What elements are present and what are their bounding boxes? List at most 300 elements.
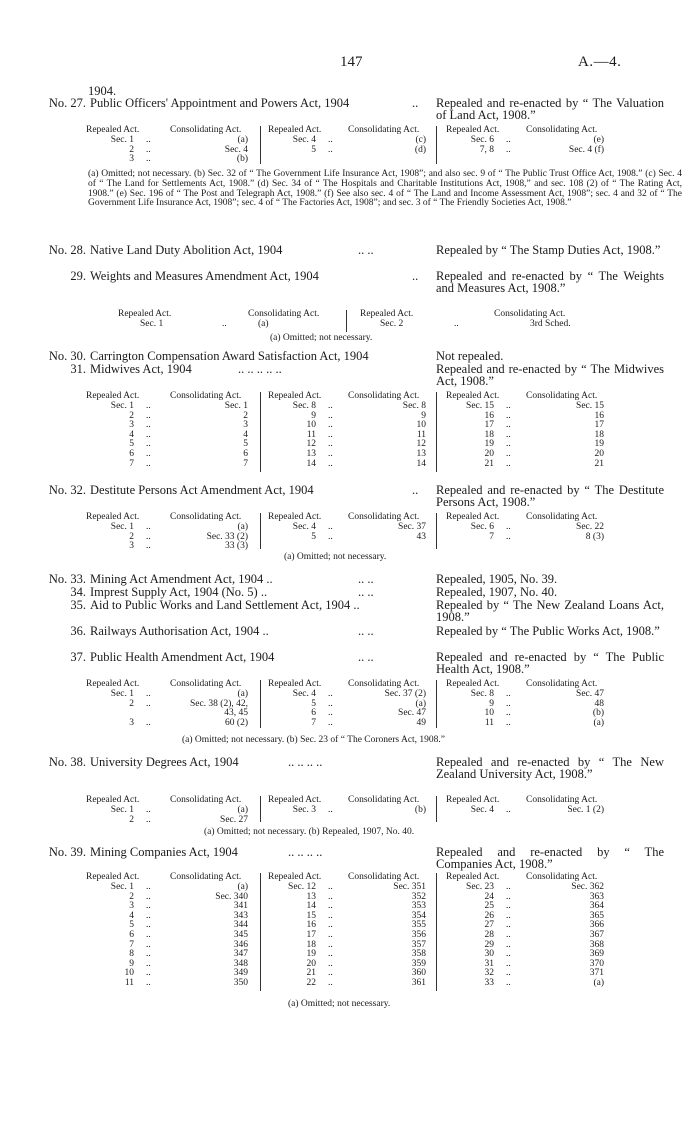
leader-dots: ..: [328, 429, 333, 440]
col-header-repealed: Repealed Act.: [268, 125, 322, 135]
act-title: Midwives Act, 1904: [90, 362, 192, 376]
repealed-section: 31: [484, 958, 494, 969]
leader-dots: ..: [506, 522, 511, 532]
consolidating-section: Sec. 1: [224, 401, 248, 411]
leader-dots: ..: [328, 978, 333, 988]
consolidating-section: 363: [589, 891, 604, 902]
leader-dots: ..: [146, 522, 151, 532]
repealed-section: Sec. 6: [470, 135, 494, 145]
repealed-section: 14: [306, 458, 316, 469]
repealed-section: 6: [311, 708, 316, 719]
col-header-consolidating: Consolidating Act.: [170, 795, 242, 805]
col-header-repealed: Repealed Act.: [446, 125, 500, 135]
leader-dots: .. ..: [358, 650, 374, 664]
repealed-section: 11: [484, 717, 494, 728]
consolidating-section: Sec. 4 (f): [568, 144, 604, 155]
consolidating-section: (b): [236, 154, 248, 165]
col-header-consolidating: Consolidating Act.: [494, 309, 566, 319]
col-header-repealed: Repealed Act.: [86, 872, 140, 882]
leader-dots: ..: [146, 717, 151, 728]
leader-dots: ..: [506, 968, 511, 979]
consolidating-section: 20: [594, 449, 604, 459]
leader-dots: ..: [146, 939, 151, 950]
repealed-section: 6: [129, 449, 134, 459]
act-number: 37.: [70, 650, 86, 664]
consolidating-section: 346: [233, 939, 248, 950]
col-header-consolidating: Consolidating Act.: [248, 309, 320, 319]
act-status: Repealed, 1907, No. 40.: [436, 585, 558, 599]
col-header-consolidating: Consolidating Act.: [348, 679, 420, 689]
leader-dots: ..: [146, 805, 151, 815]
consolidating-section: 60 (2): [225, 717, 248, 728]
consolidating-section: (d): [414, 144, 426, 155]
consolidating-section: (a): [593, 717, 604, 728]
leader-dots: ..: [328, 144, 333, 155]
col-header-consolidating: Consolidating Act.: [526, 872, 598, 882]
leader-dots: ..: [328, 449, 333, 459]
act-title: Imprest Supply Act, 1904 (No. 5) ..: [90, 585, 268, 599]
act-number: No. 39.: [48, 845, 86, 859]
consolidating-section: (a): [593, 978, 604, 988]
leader-dots: ..: [222, 319, 227, 329]
repealed-section: Sec. 4: [292, 522, 316, 532]
column-divider: [436, 873, 437, 991]
repealed-section: Sec. 1: [110, 135, 134, 145]
column-divider: [260, 680, 261, 728]
repealed-section: 4: [129, 910, 134, 921]
consolidating-section: 347: [233, 949, 248, 960]
column-divider: [346, 310, 347, 332]
leader-dots: ..: [412, 96, 419, 110]
consolidating-section: (b): [592, 708, 604, 719]
leader-dots: .. ..: [358, 624, 374, 638]
consolidating-section: 361: [411, 978, 426, 988]
col-header-repealed: Repealed Act.: [86, 795, 140, 805]
repealed-section: 19: [484, 439, 494, 450]
repealed-section: Sec. 23: [466, 882, 494, 892]
act-status: Repealed and re-enacted by “ The Midwives Act, 1908.”: [436, 362, 664, 388]
leader-dots: ..: [146, 978, 151, 988]
repealed-section: 3: [129, 901, 134, 912]
leader-dots: ..: [328, 420, 333, 431]
repealed-section: 10: [484, 708, 494, 719]
col-header-repealed: Repealed Act.: [446, 679, 500, 689]
repealed-section: 7, 8: [479, 144, 494, 155]
act-status: Repealed and re-enacted by “ The Public Health Act, 1908.”: [436, 650, 664, 676]
repealed-section: 17: [306, 930, 316, 940]
consolidating-section: 353: [411, 901, 426, 912]
consolidating-section: Sec. 37 (2): [384, 689, 426, 699]
consolidating-section: 357: [411, 939, 426, 950]
leader-dots: .. .. .. .. ..: [238, 362, 282, 376]
leader-dots: ..: [506, 901, 511, 912]
act-title: University Degrees Act, 1904: [90, 755, 239, 769]
section-table-31: [86, 392, 682, 476]
act-status: Repealed and re-enacted by “ The Companies Act, 1908.”: [436, 845, 664, 871]
consolidating-section: 48: [594, 698, 604, 709]
act-title: Railways Authorisation Act, 1904 ..: [90, 624, 269, 638]
leader-dots: ..: [328, 522, 333, 532]
footnote-38: (a) Omitted; not necessary. (b) Repealed, 1907, No. 40.: [204, 827, 415, 837]
leader-dots: ..: [146, 144, 151, 155]
repealed-section: 33: [484, 978, 494, 988]
repealed-section: 15: [306, 910, 316, 921]
leader-dots: ..: [328, 410, 333, 421]
leader-dots: ..: [328, 930, 333, 940]
leader-dots: ..: [146, 910, 151, 921]
column-divider: [260, 392, 261, 472]
act-status: Repealed, 1905, No. 39.: [436, 572, 558, 586]
col-header-consolidating: Consolidating Act.: [170, 391, 242, 401]
leader-dots: ..: [506, 689, 511, 699]
repealed-section: 5: [311, 144, 316, 155]
consolidating-section: 12: [416, 439, 426, 450]
leader-dots: ..: [328, 689, 333, 699]
leader-dots: ..: [328, 958, 333, 969]
column-divider: [436, 796, 437, 822]
repealed-section: Sec. 1: [110, 882, 134, 892]
repealed-section: 2: [129, 410, 134, 421]
repealed-section: 32: [484, 968, 494, 979]
act-number: 34.: [70, 585, 86, 599]
col-header-consolidating: Consolidating Act.: [170, 679, 242, 689]
leader-dots: ..: [146, 901, 151, 912]
repealed-section: 3: [129, 154, 134, 165]
repealed-section: Sec. 1: [110, 401, 134, 411]
leader-dots: ..: [146, 410, 151, 421]
leader-dots: ..: [506, 910, 511, 921]
consolidating-section: 9: [421, 410, 426, 421]
repealed-section: 17: [484, 420, 494, 431]
leader-dots: .. ..: [358, 585, 374, 599]
repealed-section: 28: [484, 930, 494, 940]
act-title: Mining Act Amendment Act, 1904 ..: [90, 572, 273, 586]
leader-dots: ..: [146, 449, 151, 459]
leader-dots: ..: [506, 939, 511, 950]
act-number: 29.: [70, 269, 86, 283]
footnote-29: (a) Omitted; not necessary.: [270, 333, 373, 343]
consolidating-section: 49: [416, 717, 426, 728]
repealed-section: 13: [306, 891, 316, 902]
section-table-37: [86, 680, 682, 732]
col-header-consolidating: Consolidating Act.: [170, 125, 242, 135]
repealed-section: 18: [306, 939, 316, 950]
col-header-repealed: Repealed Act.: [360, 309, 414, 319]
footnote-37: (a) Omitted; not necessary. (b) Sec. 23 of “ The Coroners Act, 1908.”: [182, 735, 446, 745]
consolidating-section: 341: [233, 901, 248, 912]
footnote-39: (a) Omitted; not necessary.: [288, 999, 391, 1009]
repealed-section: 20: [306, 958, 316, 969]
act-number: No. 33.: [48, 572, 86, 586]
leader-dots: ..: [146, 439, 151, 450]
column-divider: [436, 392, 437, 472]
repealed-section: Sec. 1: [110, 805, 134, 815]
act-number: No. 30.: [48, 349, 86, 363]
repealed-section: 2: [129, 698, 134, 709]
column-divider: [436, 513, 437, 549]
leader-dots: ..: [328, 135, 333, 145]
repealed-section: 16: [306, 920, 316, 931]
act-title: Native Land Duty Abolition Act, 1904: [90, 243, 283, 257]
consolidating-section: 7: [243, 458, 248, 469]
leader-dots: ..: [146, 920, 151, 931]
leader-dots: ..: [506, 420, 511, 431]
consolidating-section: 344: [233, 920, 248, 931]
consolidating-section: 364: [589, 901, 604, 912]
col-header-repealed: Repealed Act.: [86, 125, 140, 135]
repealed-section: 29: [484, 939, 494, 950]
repealed-section: 16: [484, 410, 494, 421]
repealed-section: 30: [484, 949, 494, 960]
consolidating-section: 21: [594, 458, 604, 469]
leader-dots: ..: [328, 910, 333, 921]
repealed-section: 9: [489, 698, 494, 709]
consolidating-section: (a): [237, 689, 248, 699]
leader-dots: .. .. .. ..: [288, 755, 323, 769]
leader-dots: ..: [146, 968, 151, 979]
leader-dots: ..: [506, 958, 511, 969]
leader-dots: ..: [146, 429, 151, 440]
repealed-section: 18: [484, 429, 494, 440]
act-number: 35.: [70, 598, 86, 612]
consolidating-section: 14: [416, 458, 426, 469]
consolidating-section: 8 (3): [585, 531, 604, 542]
leader-dots: ..: [328, 401, 333, 411]
act-title: Public Health Amendment Act, 1904: [90, 650, 275, 664]
repealed-section: 4: [129, 429, 134, 440]
repealed-section: 7: [489, 531, 494, 542]
repealed-section: 24: [484, 891, 494, 902]
repealed-section: Sec. 8: [470, 689, 494, 699]
page-header: [0, 54, 700, 74]
act-status: Repealed by “ The New Zealand Loans Act, 1908.”: [436, 598, 664, 624]
consolidating-section: 16: [594, 410, 604, 421]
consolidating-section: 43, 45: [224, 708, 248, 719]
section-table-32: [86, 513, 682, 553]
leader-dots: ..: [146, 154, 151, 165]
col-header-consolidating: Consolidating Act.: [526, 679, 598, 689]
section-table-39: [86, 873, 682, 993]
col-header-repealed: Repealed Act.: [268, 391, 322, 401]
leader-dots: ..: [506, 429, 511, 440]
repealed-section: 9: [129, 958, 134, 969]
col-header-consolidating: Consolidating Act.: [526, 512, 598, 522]
leader-dots: ..: [328, 949, 333, 960]
repealed-section: 11: [124, 978, 134, 988]
act-status: Repealed and re-enacted by “ The New Zealand University Act, 1908.”: [436, 755, 664, 781]
col-header-repealed: Repealed Act.: [268, 679, 322, 689]
leader-dots: ..: [146, 541, 151, 552]
page-number: 147: [340, 54, 363, 70]
repealed-section: Sec. 15: [466, 401, 494, 411]
section-table-29: [118, 310, 618, 334]
repealed-section: Sec. 2: [380, 319, 404, 329]
repealed-section: 12: [306, 439, 316, 450]
consolidating-section: 17: [594, 420, 604, 431]
consolidating-section: Sec. 33 (2): [206, 531, 248, 542]
repealed-section: 2: [129, 531, 134, 542]
repealed-section: 25: [484, 901, 494, 912]
act-number: 31.: [70, 362, 86, 376]
leader-dots: ..: [506, 401, 511, 411]
consolidating-section: Sec. 4: [224, 144, 248, 155]
leader-dots: ..: [328, 439, 333, 450]
consolidating-section: 369: [589, 949, 604, 960]
act-number: 36.: [70, 624, 86, 638]
repealed-section: Sec. 1: [110, 689, 134, 699]
col-header-repealed: Repealed Act.: [446, 795, 500, 805]
act-title: Weights and Measures Amendment Act, 1904: [90, 269, 319, 283]
consolidating-section: Sec. 38 (2), 42,: [189, 698, 248, 709]
leader-dots: ..: [506, 882, 511, 892]
repealed-section: Sec. 8: [292, 401, 316, 411]
leader-dots: ..: [146, 882, 151, 892]
leader-dots: ..: [506, 717, 511, 728]
repealed-section: Sec. 4: [470, 805, 494, 815]
act-title: Mining Companies Act, 1904: [90, 845, 238, 859]
consolidating-section: 6: [243, 449, 248, 459]
consolidating-section: 43: [416, 531, 426, 542]
consolidating-section: 360: [411, 968, 426, 979]
act-number: No. 32.: [48, 483, 86, 497]
act-status: Repealed and re-enacted by “ The Valuation of Land Act, 1908.”: [436, 96, 664, 122]
leader-dots: ..: [328, 717, 333, 728]
col-header-consolidating: Consolidating Act.: [526, 795, 598, 805]
consolidating-section: Sec. 15: [576, 401, 604, 411]
section-table-27: [86, 126, 682, 166]
repealed-section: 5: [311, 698, 316, 709]
consolidating-section: Sec. 362: [571, 882, 604, 892]
leader-dots: ..: [506, 708, 511, 719]
consolidating-section: (a): [258, 319, 269, 329]
leader-dots: ..: [146, 531, 151, 542]
repealed-section: 21: [306, 968, 316, 979]
consolidating-section: Sec. 47: [398, 708, 426, 719]
consolidating-section: 5: [243, 439, 248, 450]
column-divider: [260, 513, 261, 549]
col-header-repealed: Repealed Act.: [446, 872, 500, 882]
repealed-section: 22: [306, 978, 316, 988]
leader-dots: ..: [412, 269, 419, 283]
consolidating-section: 2: [243, 410, 248, 421]
repealed-section: 11: [306, 429, 316, 440]
leader-dots: ..: [328, 805, 333, 815]
leader-dots: ..: [146, 930, 151, 940]
consolidating-section: 367: [589, 930, 604, 940]
repealed-section: 7: [311, 717, 316, 728]
consolidating-section: 355: [411, 920, 426, 931]
act-status: Repealed and re-enacted by “ The Destitute Persons Act, 1908.”: [436, 483, 664, 509]
repealed-section: 26: [484, 910, 494, 921]
col-header-consolidating: Consolidating Act.: [526, 391, 598, 401]
consolidating-section: (e): [593, 135, 604, 145]
leader-dots: ..: [506, 805, 511, 815]
col-header-consolidating: Consolidating Act.: [348, 391, 420, 401]
leader-dots: ..: [506, 410, 511, 421]
repealed-section: Sec. 6: [470, 522, 494, 532]
leader-dots: ..: [506, 698, 511, 709]
leader-dots: ..: [328, 968, 333, 979]
repealed-section: 14: [306, 901, 316, 912]
repealed-section: 20: [484, 449, 494, 459]
leader-dots: ..: [506, 920, 511, 931]
consolidating-section: Sec. 37: [398, 522, 426, 532]
year-heading: 1904.: [88, 84, 117, 98]
document-reference: A.—4.: [578, 54, 622, 70]
leader-dots: ..: [146, 401, 151, 411]
column-divider: [260, 796, 261, 822]
col-header-consolidating: Consolidating Act.: [526, 125, 598, 135]
leader-dots: ..: [328, 882, 333, 892]
col-header-consolidating: Consolidating Act.: [348, 795, 420, 805]
repealed-section: 3: [129, 541, 134, 552]
consolidating-section: Sec. 351: [393, 882, 426, 892]
repealed-section: Sec. 1: [110, 522, 134, 532]
act-number: No. 38.: [48, 755, 86, 769]
act-number: No. 27.: [48, 96, 86, 110]
consolidating-section: (a): [415, 698, 426, 709]
consolidating-section: 13: [416, 449, 426, 459]
col-header-consolidating: Consolidating Act.: [348, 512, 420, 522]
leader-dots: ..: [146, 814, 151, 825]
consolidating-section: 345: [233, 930, 248, 940]
act-title: Public Officers' Appointment and Powers Act, 1904: [90, 96, 350, 110]
leader-dots: ..: [506, 891, 511, 902]
repealed-section: 7: [129, 458, 134, 469]
consolidating-section: 349: [233, 968, 248, 979]
col-header-repealed: Repealed Act.: [86, 391, 140, 401]
consolidating-section: 352: [411, 891, 426, 902]
leader-dots: ..: [506, 531, 511, 542]
repealed-section: 5: [129, 920, 134, 931]
consolidating-section: 19: [594, 439, 604, 450]
section-table-38: [86, 796, 682, 826]
consolidating-section: (b): [414, 805, 426, 815]
repealed-section: Sec. 12: [288, 882, 316, 892]
leader-dots: ..: [328, 458, 333, 469]
consolidating-section: 18: [594, 429, 604, 440]
repealed-section: 7: [129, 939, 134, 950]
col-header-repealed: Repealed Act.: [118, 309, 172, 319]
consolidating-section: 356: [411, 930, 426, 940]
consolidating-section: (a): [237, 882, 248, 892]
consolidating-section: 11: [416, 429, 426, 440]
col-header-repealed: Repealed Act.: [268, 512, 322, 522]
leader-dots: ..: [328, 939, 333, 950]
repealed-section: 3: [129, 420, 134, 431]
leader-dots: .. ..: [358, 572, 374, 586]
column-divider: [436, 126, 437, 164]
consolidating-section: 343: [233, 910, 248, 921]
repealed-section: 19: [306, 949, 316, 960]
leader-dots: ..: [328, 698, 333, 709]
leader-dots: .. ..: [358, 243, 374, 257]
consolidating-section: 3: [243, 420, 248, 431]
consolidating-section: Sec. 22: [576, 522, 604, 532]
consolidating-section: Sec. 340: [215, 891, 248, 902]
consolidating-section: 359: [411, 958, 426, 969]
act-status: Repealed by “ The Stamp Duties Act, 1908.”: [436, 243, 661, 257]
column-divider: [260, 873, 261, 991]
repealed-section: Sec. 4: [292, 135, 316, 145]
col-header-consolidating: Consolidating Act.: [170, 512, 242, 522]
col-header-repealed: Repealed Act.: [446, 512, 500, 522]
leader-dots: ..: [506, 458, 511, 469]
leader-dots: ..: [146, 958, 151, 969]
leader-dots: ..: [506, 144, 511, 155]
repealed-section: Sec. 4: [292, 689, 316, 699]
consolidating-section: 370: [589, 958, 604, 969]
